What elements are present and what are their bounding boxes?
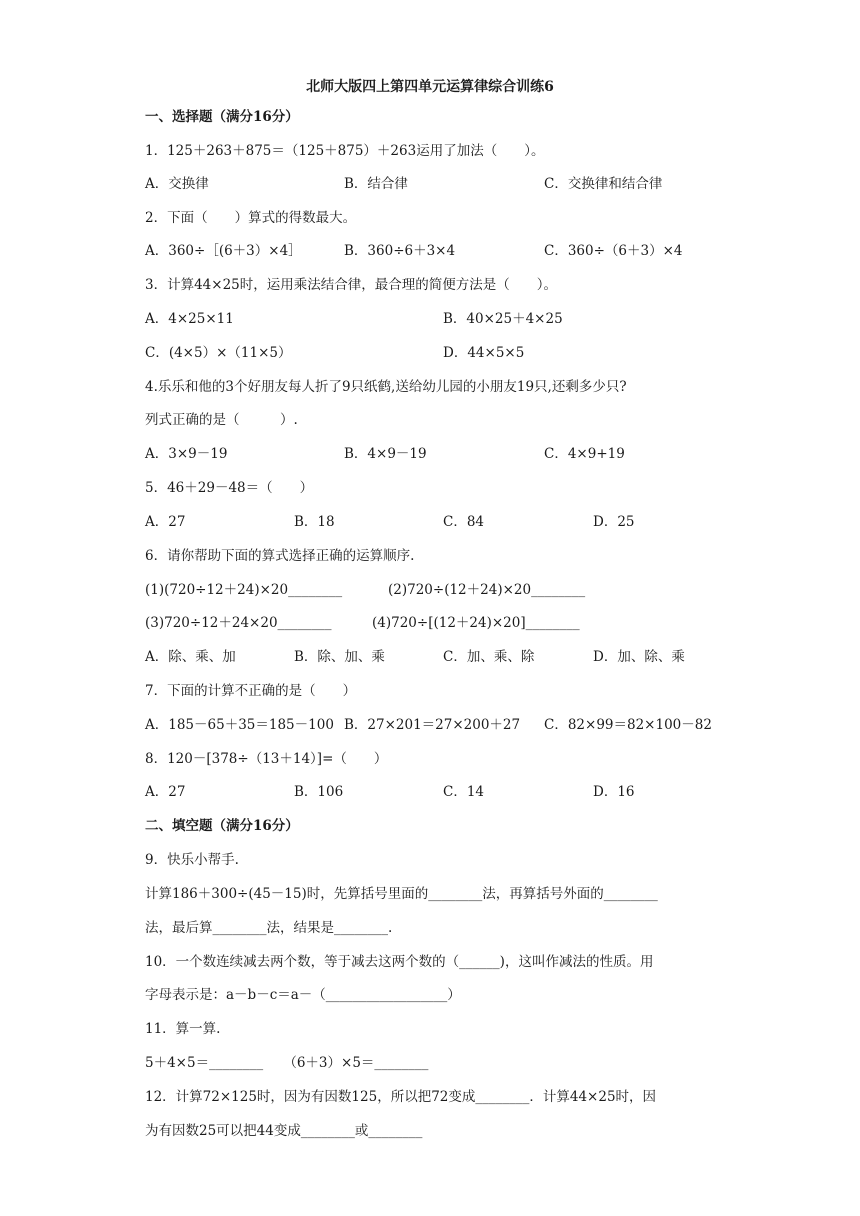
question-11-stem: 11．算一算. — [145, 1021, 221, 1037]
q1-option-a: A．交换律 — [145, 176, 209, 192]
question-12-line2: 为有因数25可以把44变成________或________ — [145, 1123, 423, 1139]
q6-option-c: C．加、乘、除 — [443, 649, 535, 665]
question-7-stem: 7．下面的计算不正确的是（ ） — [145, 683, 357, 699]
q2-option-a: A．360÷［(6＋3）×4］ — [145, 243, 302, 259]
question-12-line1: 12．计算72×125时，因为有因数125，所以把72变成________．计算44×25时，因 — [145, 1089, 657, 1105]
q3-option-d: D．44×5×5 — [443, 345, 525, 361]
question-6-stem: 6．请你帮助下面的算式选择正确的运算顺序. — [145, 548, 415, 564]
q4-option-a: A．3×9－19 — [145, 446, 228, 462]
question-5-stem: 5．46＋29－48＝（ ） — [145, 480, 314, 496]
q5-option-b: B．18 — [294, 514, 335, 530]
q3-option-c: C．(4×5）×（11×5） — [145, 345, 292, 361]
q2-option-c: C．360÷（6＋3）×4 — [544, 243, 683, 259]
question-11-line: 5＋4×5＝________ （6＋3）×5＝________ — [145, 1055, 429, 1071]
q4-option-b: B．4×9－19 — [344, 446, 427, 462]
q8-option-a: A．27 — [145, 784, 186, 800]
q1-option-b: B．结合律 — [344, 176, 408, 192]
q6-item-1: (1)(720÷12＋24)×20________ — [145, 582, 343, 598]
q6-item-3: (3)720÷12＋24×20________ — [145, 615, 332, 631]
q2-option-b: B．360÷6＋3×4 — [344, 243, 456, 259]
question-9-line2: 法，最后算________法，结果是________. — [145, 920, 393, 936]
q6-option-d: D．加、除、乘 — [593, 649, 685, 665]
question-2-stem: 2．下面（ ）算式的得数最大。 — [145, 210, 357, 226]
q4-option-c: C．4×9+19 — [544, 446, 625, 462]
question-1-stem: 1．125＋263＋875＝（125＋875）＋263运用了加法（ ）。 — [145, 143, 545, 159]
q8-option-d: D．16 — [593, 784, 635, 800]
q3-option-a: A．4×25×11 — [145, 311, 234, 327]
q7-option-a: A．185－65＋35＝185－100 — [145, 717, 334, 733]
question-3-stem: 3．计算44×25时，运用乘法结合律，最合理的简便方法是（ ）。 — [145, 277, 558, 293]
q6-item-2: (2)720÷(12＋24)×20________ — [388, 582, 586, 598]
question-10-line2: 字母表示是：a－b－c＝a－（__________________） — [145, 987, 461, 1003]
q5-option-c: C．84 — [443, 514, 485, 530]
section-heading-fill: 二、填空题（满分16分） — [145, 818, 299, 834]
q6-option-b: B．除、加、乘 — [294, 649, 385, 665]
q5-option-d: D．25 — [593, 514, 635, 530]
question-9-line1: 计算186＋300÷(45－15)时，先算括号里面的________法，再算括号外面的________ — [145, 886, 658, 902]
q1-option-c: C．交换律和结合律 — [544, 176, 663, 192]
question-4-stem-line1: 4.乐乐和他的3个好朋友每人折了9只纸鹤,送给幼儿园的小朋友19只,还剩多少只? — [145, 379, 627, 395]
question-10-line1: 10．一个数连续减去两个数，等于减去这两个数的（______)，这叫作减法的性质。用 — [145, 954, 654, 970]
section-heading-choice: 一、选择题（满分16分） — [145, 109, 299, 125]
q6-item-4: (4)720÷[(12＋24)×20]________ — [372, 615, 580, 631]
q6-option-a: A．除、乘、加 — [145, 649, 236, 665]
q5-option-a: A．27 — [145, 514, 186, 530]
q8-option-b: B．106 — [294, 784, 344, 800]
q7-option-b: B．27×201＝27×200＋27 — [344, 717, 521, 733]
page-title: 北师大版四上第四单元运算律综合训练6 — [306, 79, 554, 95]
q3-option-b: B．40×25＋4×25 — [443, 311, 563, 327]
question-8-stem: 8．120－[378÷（13＋14）]=（ ） — [145, 751, 388, 767]
q7-option-c: C．82×99＝82×100－82 — [544, 717, 712, 733]
q8-option-c: C．14 — [443, 784, 485, 800]
question-4-stem-line2: 列式正确的是（ ）. — [145, 412, 298, 428]
question-9-stem: 9．快乐小帮手. — [145, 852, 239, 868]
